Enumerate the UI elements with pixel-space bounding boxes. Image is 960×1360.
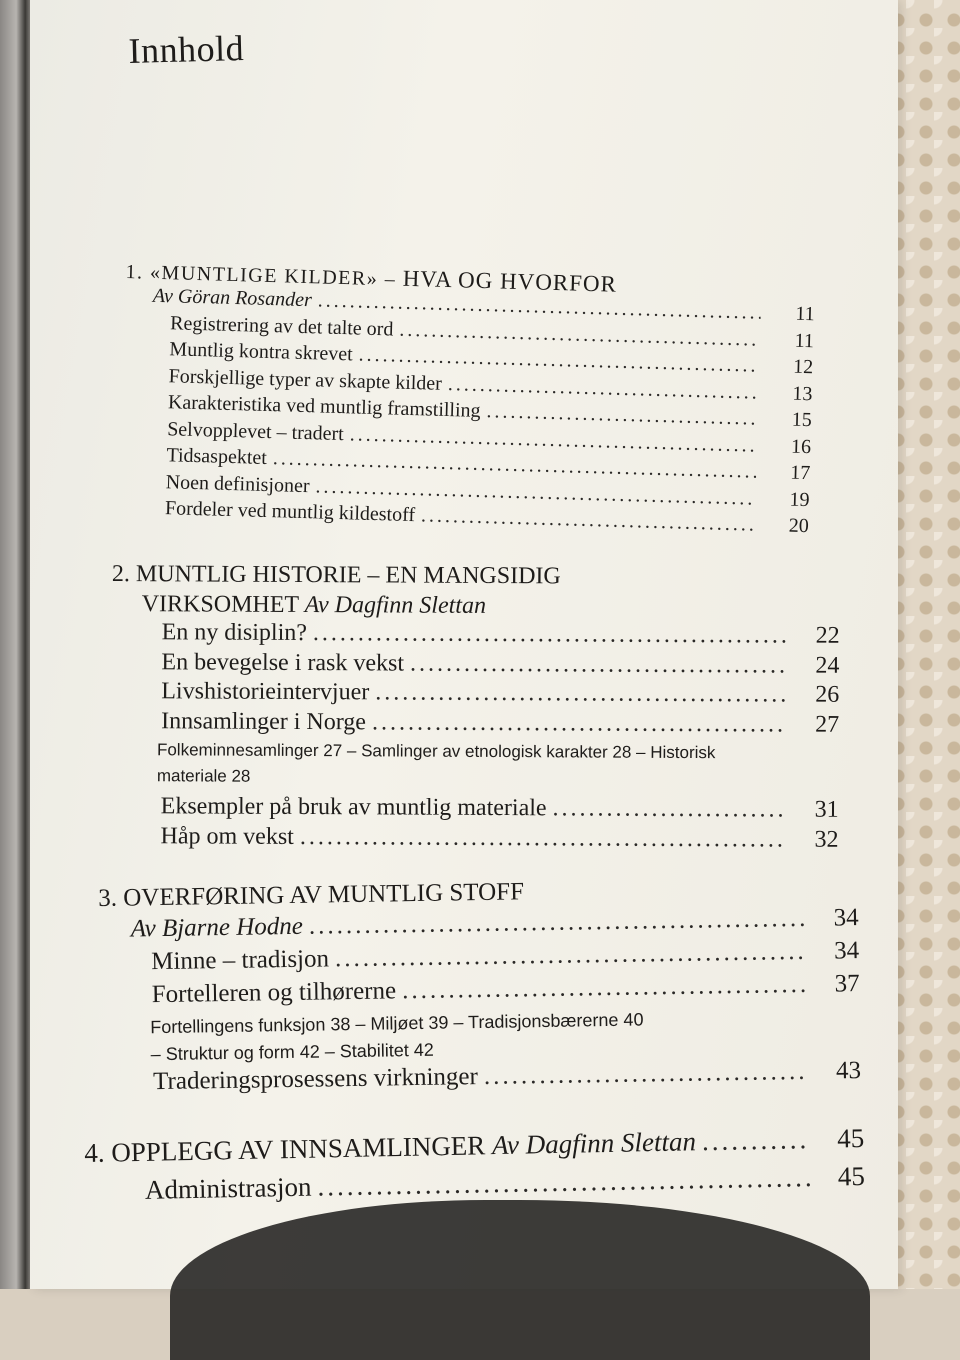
entry-label: En bevegelse i rask vekst [161, 648, 405, 677]
chapter-title: VIRKSOMHET [141, 591, 299, 618]
page-number: 34 [833, 937, 860, 965]
leader-dots [375, 679, 785, 708]
page-number: 24 [815, 652, 840, 679]
entry-label: Selvopplevet – tradert [166, 417, 345, 445]
page-number: 16 [790, 435, 812, 458]
toc-entry [112, 619, 840, 652]
entry-label: Livshistorieintervjuer [161, 678, 370, 706]
toc-entry [110, 822, 838, 855]
toc-subentries: Folkeminnesamlinger 27 – Samlinger av etnologisk karakter 28 – Historisk materiale 28 [156, 740, 716, 786]
chapter-author: Av Dagfinn Slettan [491, 1126, 697, 1161]
entry-label: Fordeler ved muntlig kildestoff [164, 497, 416, 527]
page-number: 45 [837, 1161, 866, 1192]
leader-dots [300, 823, 785, 853]
page-number: 26 [815, 681, 840, 708]
chapter-number: 3. [98, 884, 118, 912]
entry-label: Håp om vekst [160, 822, 294, 850]
entry-label: Minne – tradisjon [151, 945, 330, 976]
page-number: 15 [791, 408, 813, 432]
page-number: 12 [792, 355, 814, 379]
page-number: 31 [814, 796, 839, 823]
page-number: 13 [792, 382, 813, 405]
entry-label: Eksempler på bruk av muntlig materiale [160, 793, 547, 822]
toc-subentries-line: – Struktur og form 42 – Stabilitet 42 [150, 1039, 434, 1065]
page-number: 32 [814, 826, 839, 853]
toc-entry [111, 793, 839, 826]
entry-label: Innsamlinger i Norge [161, 707, 367, 735]
chapter-1 [119, 258, 816, 542]
toc-entry [111, 707, 839, 740]
entry-label: Forskjellige typer av skapte kilder [168, 364, 443, 395]
chapter-title: OPPLEGG AV INNSAMLINGER [110, 1130, 486, 1168]
page-number: 37 [834, 970, 860, 998]
chapter-author: Av Göran Rosander [152, 284, 313, 312]
page-number: 20 [788, 514, 810, 538]
entry-label: Noen definisjoner [165, 470, 310, 497]
leader-dots [410, 650, 786, 679]
chapter-2 [110, 559, 840, 856]
chapter-number: 2. [111, 561, 130, 588]
entry-label: Muntlig kontra skrevet [169, 338, 354, 366]
page-number: 34 [833, 904, 859, 932]
chapter-heading [112, 559, 840, 593]
chapter-author: Av Bjarne Hodne [130, 912, 304, 943]
chapter-title-group [84, 1126, 696, 1169]
entry-label: En ny disiplin? [161, 619, 308, 647]
leader-dots [484, 1058, 808, 1091]
page-number: 45 [836, 1123, 865, 1154]
entry-label: Karakteristika ved muntlig framstilling [167, 391, 481, 422]
leader-dots [702, 1124, 811, 1157]
leader-dots [372, 709, 785, 738]
leader-dots [313, 620, 786, 649]
entry-label: Traderingsprosessens virkninger [152, 1063, 479, 1096]
leader-dots [402, 971, 806, 1005]
entry-label: Fortelleren og tilhørerne [151, 977, 397, 1009]
chapter-number: 1. [125, 260, 144, 284]
chapter-title: MUNTLIG HISTORIE – EN MANGSIDIG [135, 561, 561, 590]
page-number: 11 [794, 329, 815, 352]
page-title: Innhold [128, 27, 245, 71]
page-number: 11 [795, 302, 816, 326]
page-number: 43 [835, 1057, 862, 1085]
page-number: 17 [789, 461, 811, 485]
page-number: 22 [815, 622, 840, 649]
chapter-number: 4. [84, 1137, 105, 1168]
toc-entry [111, 678, 839, 711]
chapter-title: OVERFØRING AV MUNTLIG STOFF [123, 878, 525, 912]
chapter-title-part: «MUNTLIGE KILDER» – [149, 261, 397, 291]
chapter-heading-line-2 [112, 589, 840, 623]
leader-dots [553, 795, 785, 823]
page-number: 19 [789, 488, 810, 511]
chapter-title-part: HVA OG HVORFOR [402, 265, 618, 297]
chapter-author: Av Dagfinn Slettan [304, 592, 487, 619]
entry-label: Tidsaspektet [166, 444, 268, 470]
toc-subentries-line: Fortellingens funksjon 38 – Miljøet 39 – Tradisjonsbærerne 40 [150, 1009, 644, 1038]
chapter-3 [98, 870, 861, 1102]
page-number: 27 [815, 711, 840, 738]
entry-label: Registrering av det talte ord [169, 311, 394, 340]
leader-dots [335, 938, 806, 973]
entry-label: Administrasjon [144, 1171, 312, 1205]
toc-entry [111, 648, 839, 681]
